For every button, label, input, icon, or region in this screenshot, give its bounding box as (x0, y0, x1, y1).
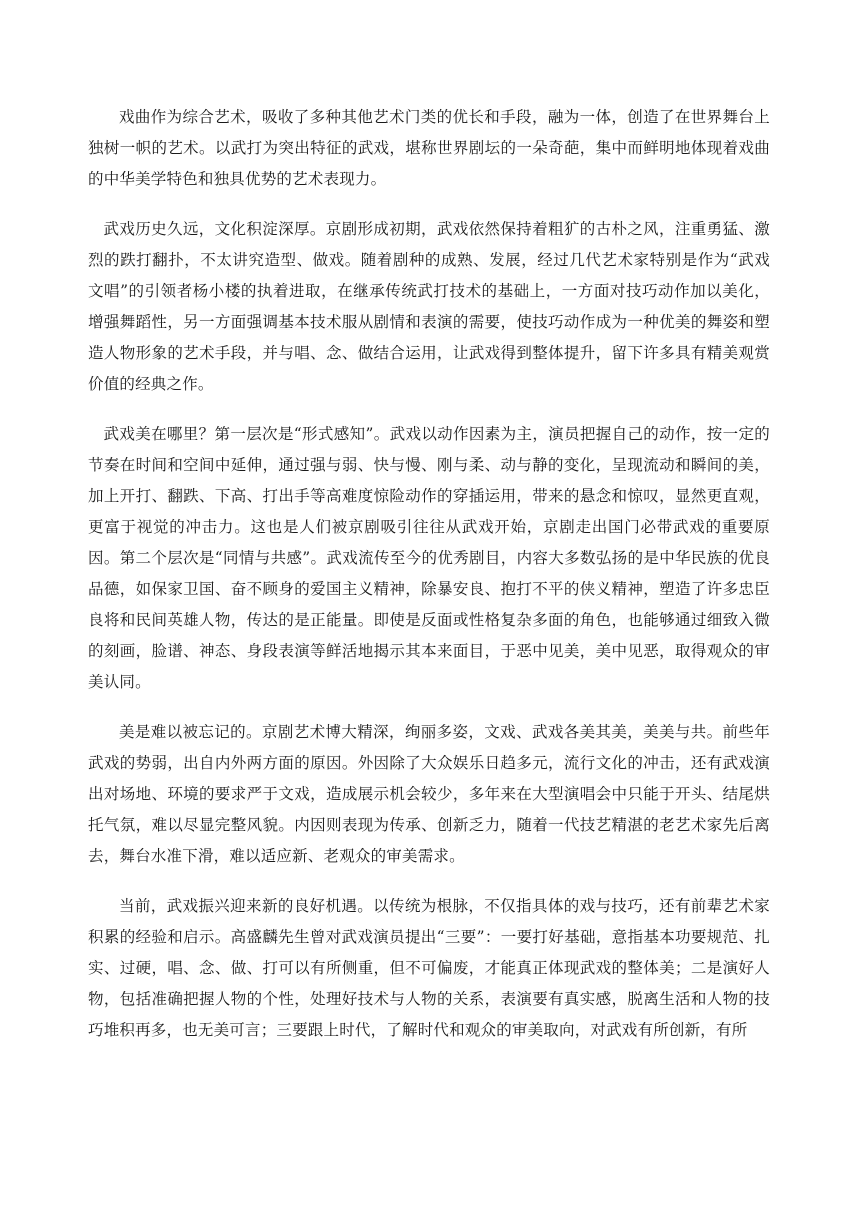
document-body (88, 102, 770, 1046)
paragraph-3: 武戏美在哪里？第一层次是“形式感知”。武戏以动作因素为主，演员把握自己的动作，按一定的节奏在时间和空间中延伸，通过强与弱、快与慢、刚与柔、动与静的变化，呈现流动和瞬间的美，加上开打、翻跌、下高、打出手等高难度惊险动作的穿插运用，带来的悬念和惊叹，显然更直观，更富于视觉的冲击力。这也是人们被京剧吸引往往从武戏开始，京剧走出国门必带武戏的重要原因。第二个层次是“同情与共感”。武戏流传至今的优秀剧目，内容大多数弘扬的是中华民族的优良品德，如保家卫国、奋不顾身的爱国主义精神，除暴安良、抱打不平的侠义精神，塑造了许多忠臣良将和民间英雄人物，传达的是正能量。即使是反面或性格复杂多面的角色，也能够通过细致入微的刻画，脸谱、神态、身段表演等鲜活地揭示其本来面目，于恶中见美，美中见恶，取得观众的审美认同。 (88, 425, 770, 691)
paragraph-2: 武戏历史久远，文化积淀深厚。京剧形成初期，武戏依然保持着粗犷的古朴之风，注重勇猛、激烈的跌打翻扑，不太讲究造型、做戏。随着剧种的成熟、发展，经过几代艺术家特别是作为“武戏文唱”的引领者杨小楼的执着进取，在继承传统武打技术的基础上，一方面对技巧动作加以美化，增强舞蹈性，另一方面强调基本技术服从剧情和表演的需要，使技巧动作成为一种优美的舞姿和塑造人物形象的艺术手段，并与唱、念、做结合运用，让武戏得到整体提升，留下许多具有精美观赏价值的经典之作。 (88, 220, 770, 393)
paragraph-1: 戏曲作为综合艺术，吸收了多种其他艺术门类的优长和手段，融为一体，创造了在世界舞台上独树一帜的艺术。以武打为突出特征的武戏，堪称世界剧坛的一朵奇葩，集中而鲜明地体现着戏曲的中华美学特色和独具优势的艺术表现力。 (88, 108, 770, 188)
paragraph-5: 当前，武戏振兴迎来新的良好机遇。以传统为根脉，不仅指具体的戏与技巧，还有前辈艺术家积累的经验和启示。高盛麟先生曾对武戏演员提出“三要”：一要打好基础，意指基本功要规范、扎实、过硬，唱、念、做、打可以有所侧重，但不可偏废，才能真正体现武戏的整体美；二是演好人物，包括准确把握人物的个性，处理好技术与人物的关系，表演要有真实感，脱离生活和人物的技巧堆积再多，也无美可言；三要跟上时代，了解时代和观众的审美取向，对武戏有所创新，有所 (88, 897, 770, 1039)
paragraph-4: 美是难以被忘记的。京剧艺术博大精深，绚丽多姿，文戏、武戏各美其美，美美与共。前些年武戏的势弱，出自内外两方面的原因。外因除了大众娱乐日趋多元，流行文化的冲击，还有武戏演出对场地、环境的要求严于文戏，造成展示机会较少，多年来在大型演唱会中只能于开头、结尾烘托气氛，难以尽显完整风貌。内因则表现为传承、创新乏力，随着一代技艺精湛的老艺术家先后离去，舞台水准下滑，难以适应新、老观众的审美需求。 (88, 723, 770, 865)
